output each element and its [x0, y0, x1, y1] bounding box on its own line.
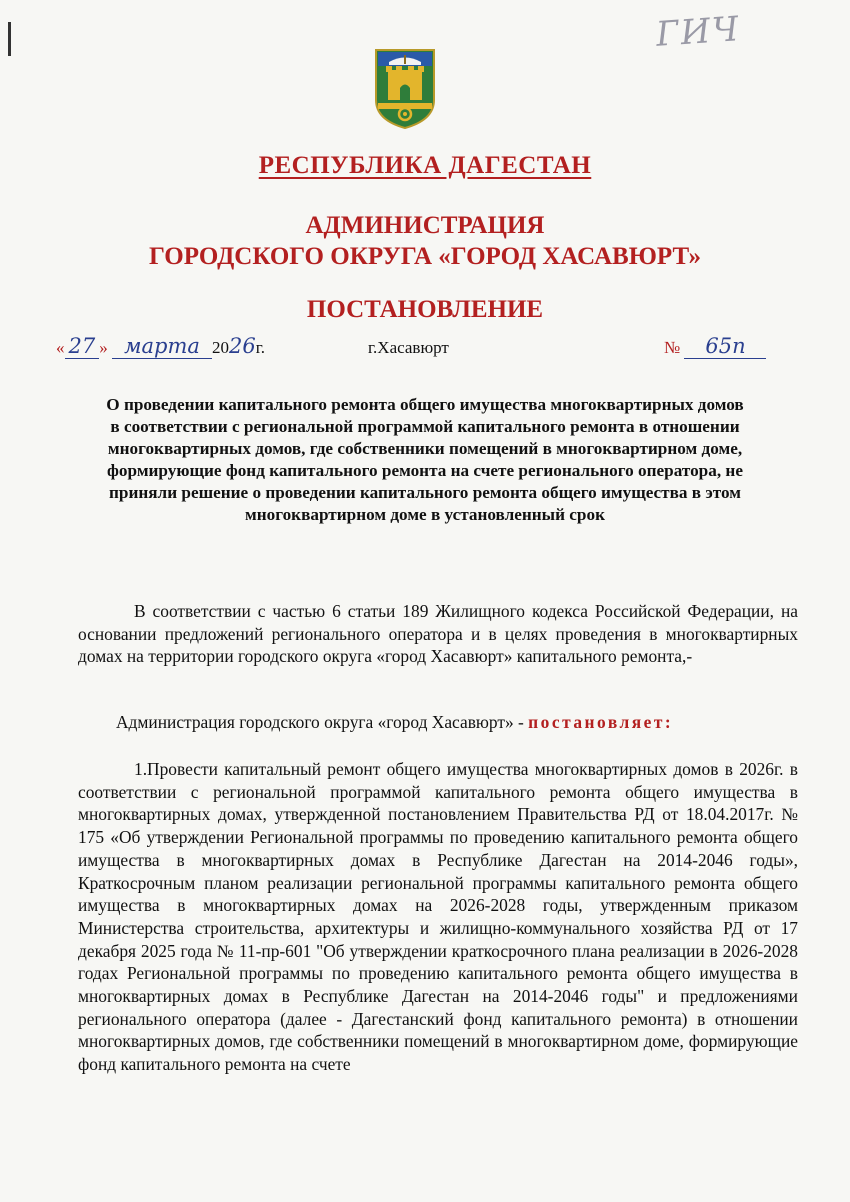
- resolves-line: [78, 711, 798, 734]
- decree-type-heading: ПОСТАНОВЛЕНИЕ: [306, 296, 544, 323]
- number-label: №: [664, 338, 681, 357]
- administration-line-1: АДМИНИСТРАЦИЯ: [305, 212, 545, 239]
- date-year-prefix: 20: [211, 338, 229, 357]
- decree-title: О проведении капитального ремонта общего имущества многоквартирных домов в соответствии с региональной программой капитального ремонта в отношении многоквартирных домов, где собственники помещений в многоквартирном доме, формирующие фонд капитального ремонта на счете регионального оператора, не приняли решение о проведении капитального ремонта общего имущества в этом многоквартирном доме в установленный срок: [106, 395, 744, 524]
- administration-heading: [0, 210, 850, 272]
- date-month: марта: [112, 334, 212, 359]
- preamble-paragraph: В соответствии с частью 6 статьи 189 Жилищного кодекса Российской Федерации, на основании предложений регионального оператора и в целях проведения в многоквартирных домах на территории городского округа «город Хасавюрт» капитального ремонта,-: [78, 601, 798, 667]
- date-day: 27: [65, 334, 100, 359]
- decree-date: [56, 334, 265, 359]
- republic-heading: РЕСПУБЛИКА ДАГЕСТАН: [258, 152, 592, 179]
- date-year-suffix: 26: [228, 334, 256, 358]
- scan-edge-mark: [8, 22, 11, 56]
- decree-number: [664, 334, 766, 359]
- handwritten-note: ГИЧ: [654, 9, 742, 55]
- item-1-paragraph: 1.Провести капитальный ремонт общего имущества многоквартирных домов в 2026г. в соответствии с региональной программой капитального ремонта общего имущества в многоквартирных домах, утвержденной постановлением Правительства РД от 18.04.2017г. № 175 «Об утверждении Региональной программы по проведению капитального ремонта общего имущества в многоквартирных домах в Республике Дагестан на 2014-2046 годы», Краткосрочным планом реализации региональной программы капитального ремонта общего имущества в многоквартирных домах на 2026-2028 годы, утвержденным приказом Министерства строительства, архитектуры и жилищно-коммунального хозяйства РД от 17 декабря 2025 года № 11-пр-601 "Об утверждении краткосрочного плана реализации в 2026-2028 годах Региональной программы по проведению капитального ремонта общего имущества в многоквартирных домах в Республике Дагестан на 2014-2046 годы" и предложениями регионального оператора (далее - Дагестанский фонд капитального ремонта) в отношении многоквартирных домов, где собственники помещений в многоквартирном доме, формирующие фонд капитального ремонта на счете: [78, 759, 798, 1075]
- city-coat-of-arms-icon: [374, 48, 436, 130]
- date-open-quote: «: [56, 338, 65, 357]
- city-name: г.Хасавюрт: [368, 338, 449, 357]
- dateline: [56, 334, 776, 364]
- resolves-intro: Администрация городского округа «город Хасавюрт» -: [116, 712, 529, 732]
- resolves-word: постановляет:: [528, 712, 674, 732]
- administration-line-2: ГОРОДСКОГО ОКРУГА «ГОРОД ХАСАВЮРТ»: [149, 243, 701, 270]
- date-close-quote: »: [99, 338, 108, 357]
- date-year-unit: г.: [255, 338, 266, 357]
- number-value: 65п: [684, 334, 766, 359]
